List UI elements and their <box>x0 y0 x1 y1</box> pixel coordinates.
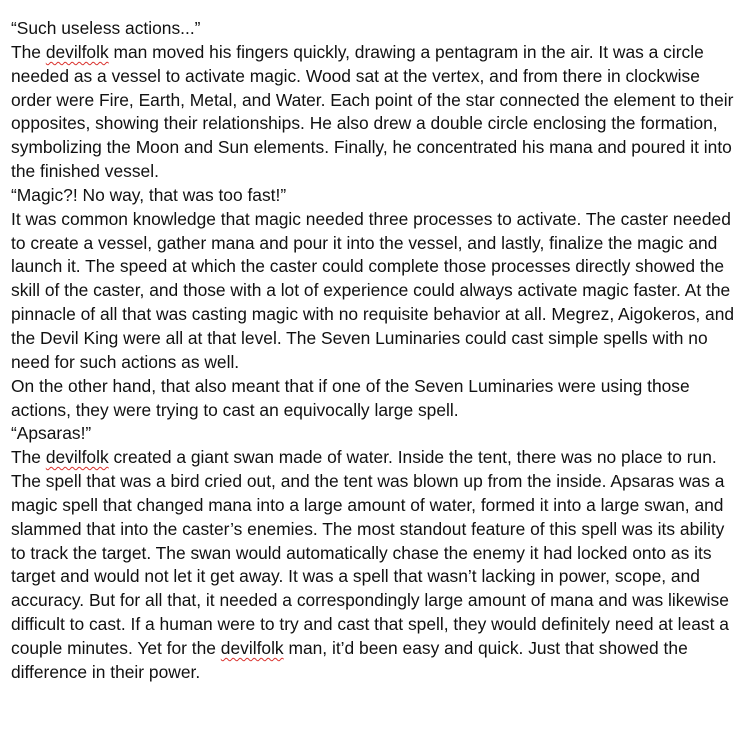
paragraph <box>11 208 736 375</box>
paragraph <box>11 375 736 423</box>
paragraph <box>11 446 736 684</box>
paragraph <box>11 17 736 41</box>
paragraph <box>11 184 736 208</box>
text-run: “Magic?! No way, that was too fast!” <box>11 184 287 205</box>
paragraph <box>11 422 736 446</box>
text-run: “Such useless actions...” <box>11 18 201 38</box>
text-run: It was common knowledge that magic needed three processes to activate. The caster needed to create a vessel, gather mana and pour it into the vessel, and lastly, finalize the magic and launch it. The speed at which the caster could complete those processes directly showed the skill of the caster, and those with a lot of experience could always activate magic faster. At the pinnacle of all that was casting magic with no requisite behavior at all. Megrez, Aigokeros, and the Devil King were all at that level. The Seven Luminaries could cast simple spells with no need for such actions as well. <box>11 208 735 372</box>
text-run: On the other hand, that also meant that if one of the Seven Luminaries were using those actions, they were trying to cast an equivocally large spell. <box>11 375 690 420</box>
paragraph <box>11 41 736 184</box>
misspelled-word: devilfolk <box>220 637 284 658</box>
text-run: man, it’d been easy and quick. Just that showed the difference in their power. <box>11 637 688 682</box>
document-body[interactable] <box>11 17 736 685</box>
text-run: created a giant swan made of water. Inside the tent, there was no place to run. The spell that was a bird cried out, and the tent was blown up from the inside. Apsaras was a magic spell that changed mana into a large amount of water, formed it into a large swan, and slammed that into the caster’s enemies. The most standout feature of this spell was its ability to track the target. The swan would automatically chase the enemy it had locked onto as its target and would not let it get away. It was a spell that wasn’t lacking in power, scope, and accuracy. But for all that, it needed a correspondingly large amount of mana and was likewise difficult to cast. If a human were to try and cast that spell, they would definitely need at least a couple minutes. Yet for the <box>11 447 729 658</box>
text-run: man moved his fingers quickly, drawing a pentagram in the air. It was a circle needed as a vessel to activate magic. Wood sat at the vertex, and from there in clockwise order were Fire, Earth, Metal, and Water. Each point of the star connected the element to their opposites, showing their relationships. He also drew a double circle enclosing the formation, symbolizing the Moon and Sun elements. Finally, he concentrated his mana and poured it into the finished vessel. <box>11 41 734 182</box>
text-run: The <box>11 447 46 468</box>
misspelled-word: devilfolk <box>45 447 109 468</box>
text-run: The <box>11 41 46 62</box>
misspelled-word: devilfolk <box>45 41 109 62</box>
text-run: “Apsaras!” <box>11 423 92 444</box>
